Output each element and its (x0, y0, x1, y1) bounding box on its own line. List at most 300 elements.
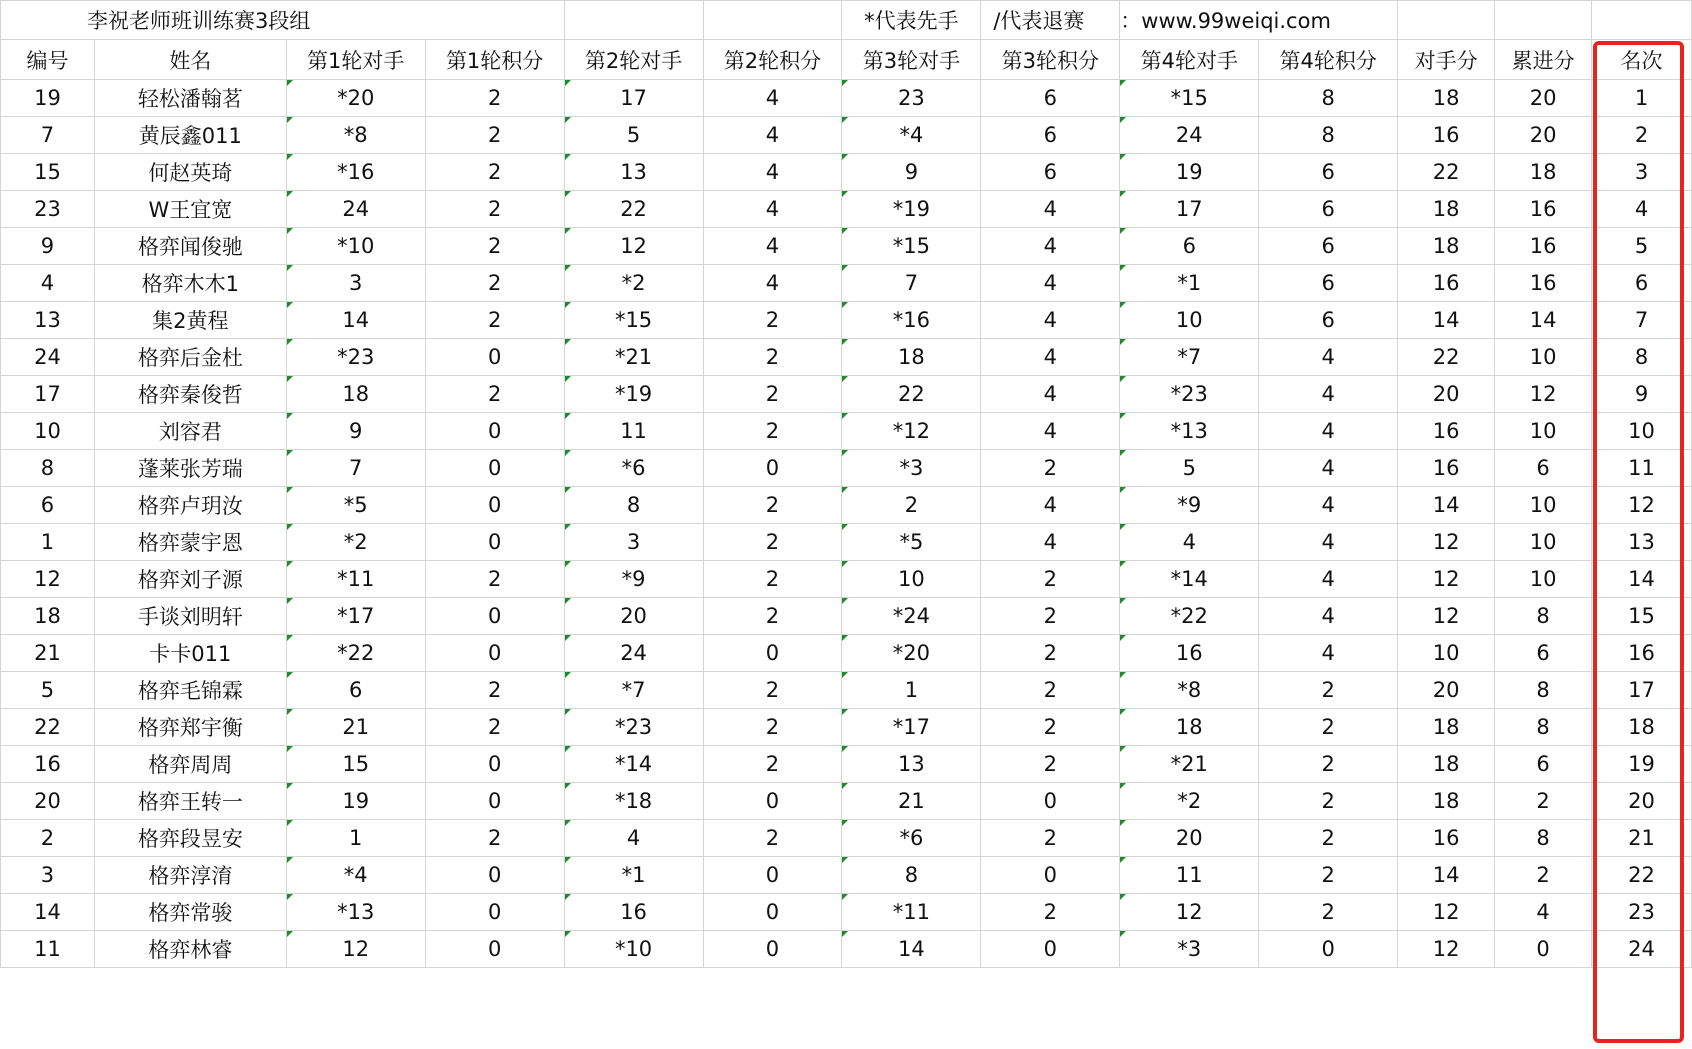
rank-cell[interactable] (1592, 894, 1692, 931)
r2-score-cell[interactable] (703, 80, 842, 117)
player-name-cell[interactable] (94, 857, 286, 894)
opponent-score-cell[interactable] (1398, 191, 1495, 228)
opponent-score-cell[interactable] (1398, 524, 1495, 561)
player-name-cell[interactable] (94, 154, 286, 191)
header-name[interactable]: 姓名 (94, 40, 286, 80)
rank-cell[interactable] (1592, 339, 1692, 376)
opponent-score-cell[interactable] (1398, 339, 1495, 376)
r4-opponent-cell[interactable] (1120, 228, 1259, 265)
header-r2-opponent[interactable]: 第2轮对手 (564, 40, 703, 80)
player-name-cell[interactable] (94, 191, 286, 228)
r3-opponent-cell[interactable] (842, 524, 981, 561)
player-name-cell[interactable] (94, 413, 286, 450)
cumulative-score-cell[interactable] (1495, 783, 1592, 820)
rank-cell[interactable] (1592, 820, 1692, 857)
player-name-cell[interactable] (94, 931, 286, 968)
r3-opponent-cell[interactable] (842, 80, 981, 117)
r1-opponent-cell[interactable] (286, 672, 425, 709)
cumulative-score-cell[interactable] (1495, 820, 1592, 857)
r1-score-cell[interactable] (425, 894, 564, 931)
r4-score-cell[interactable] (1259, 672, 1398, 709)
header-r3-opponent[interactable]: 第3轮对手 (842, 40, 981, 80)
opponent-score-cell[interactable] (1398, 487, 1495, 524)
player-name-cell[interactable] (94, 265, 286, 302)
cumulative-score-cell[interactable] (1495, 894, 1592, 931)
r1-score-cell[interactable] (425, 191, 564, 228)
header-r4-score[interactable]: 第4轮积分 (1259, 40, 1398, 80)
rank-cell[interactable] (1592, 376, 1692, 413)
r3-score-cell[interactable] (981, 894, 1120, 931)
cumulative-score-cell[interactable] (1495, 265, 1592, 302)
opponent-score-cell[interactable] (1398, 80, 1495, 117)
header-id[interactable]: 编号 (1, 40, 95, 80)
r1-score-cell[interactable] (425, 783, 564, 820)
opponent-score-cell[interactable] (1398, 894, 1495, 931)
r2-opponent-cell[interactable] (564, 487, 703, 524)
r4-opponent-cell[interactable] (1120, 265, 1259, 302)
r4-opponent-cell[interactable] (1120, 80, 1259, 117)
r4-score-cell[interactable] (1259, 376, 1398, 413)
r2-score-cell[interactable] (703, 265, 842, 302)
cumulative-score-cell[interactable] (1495, 598, 1592, 635)
r4-score-cell[interactable] (1259, 783, 1398, 820)
player-name-cell[interactable] (94, 80, 286, 117)
player-id-cell[interactable] (1, 191, 95, 228)
r2-score-cell[interactable] (703, 857, 842, 894)
rank-cell[interactable] (1592, 709, 1692, 746)
r4-score-cell[interactable] (1259, 228, 1398, 265)
website-note[interactable]: ：www.99weiqi.com (1120, 1, 1398, 40)
header-r3-score[interactable]: 第3轮积分 (981, 40, 1120, 80)
rank-cell[interactable] (1592, 80, 1692, 117)
header-rank[interactable]: 名次 (1592, 40, 1692, 80)
r2-opponent-cell[interactable] (564, 413, 703, 450)
rank-cell[interactable] (1592, 302, 1692, 339)
player-name-cell[interactable] (94, 524, 286, 561)
player-id-cell[interactable] (1, 783, 95, 820)
r1-opponent-cell[interactable] (286, 598, 425, 635)
opponent-score-cell[interactable] (1398, 413, 1495, 450)
rank-cell[interactable] (1592, 672, 1692, 709)
opponent-score-cell[interactable] (1398, 820, 1495, 857)
player-name-cell[interactable] (94, 598, 286, 635)
cumulative-score-cell[interactable] (1495, 931, 1592, 968)
r3-opponent-cell[interactable] (842, 191, 981, 228)
cumulative-score-cell[interactable] (1495, 80, 1592, 117)
r2-opponent-cell[interactable] (564, 191, 703, 228)
player-name-cell[interactable] (94, 561, 286, 598)
r3-opponent-cell[interactable] (842, 561, 981, 598)
r2-score-cell[interactable] (703, 450, 842, 487)
r1-opponent-cell[interactable] (286, 820, 425, 857)
r4-score-cell[interactable] (1259, 524, 1398, 561)
r2-opponent-cell[interactable] (564, 339, 703, 376)
rank-cell[interactable] (1592, 487, 1692, 524)
r1-opponent-cell[interactable] (286, 302, 425, 339)
cumulative-score-cell[interactable] (1495, 302, 1592, 339)
player-id-cell[interactable] (1, 80, 95, 117)
player-id-cell[interactable] (1, 376, 95, 413)
opponent-score-cell[interactable] (1398, 635, 1495, 672)
empty-cell[interactable] (1495, 1, 1592, 40)
r1-score-cell[interactable] (425, 487, 564, 524)
cumulative-score-cell[interactable] (1495, 376, 1592, 413)
player-id-cell[interactable] (1, 672, 95, 709)
r2-score-cell[interactable] (703, 709, 842, 746)
r1-opponent-cell[interactable] (286, 154, 425, 191)
r1-score-cell[interactable] (425, 154, 564, 191)
r2-opponent-cell[interactable] (564, 598, 703, 635)
cumulative-score-cell[interactable] (1495, 487, 1592, 524)
header-opponent-score[interactable]: 对手分 (1398, 40, 1495, 80)
player-id-cell[interactable] (1, 857, 95, 894)
r4-score-cell[interactable] (1259, 154, 1398, 191)
player-name-cell[interactable] (94, 339, 286, 376)
r3-opponent-cell[interactable] (842, 931, 981, 968)
header-cumulative[interactable]: 累进分 (1495, 40, 1592, 80)
r1-opponent-cell[interactable] (286, 746, 425, 783)
r2-score-cell[interactable] (703, 783, 842, 820)
r3-opponent-cell[interactable] (842, 894, 981, 931)
cumulative-score-cell[interactable] (1495, 635, 1592, 672)
opponent-score-cell[interactable] (1398, 228, 1495, 265)
r3-opponent-cell[interactable] (842, 820, 981, 857)
r3-score-cell[interactable] (981, 191, 1120, 228)
r2-opponent-cell[interactable] (564, 302, 703, 339)
r4-opponent-cell[interactable] (1120, 857, 1259, 894)
r3-score-cell[interactable] (981, 80, 1120, 117)
r3-score-cell[interactable] (981, 857, 1120, 894)
first-move-note[interactable]: *代表先手 (842, 1, 981, 40)
r4-score-cell[interactable] (1259, 894, 1398, 931)
r1-opponent-cell[interactable] (286, 228, 425, 265)
r4-score-cell[interactable] (1259, 487, 1398, 524)
r2-score-cell[interactable] (703, 191, 842, 228)
player-name-cell[interactable] (94, 894, 286, 931)
cumulative-score-cell[interactable] (1495, 524, 1592, 561)
r2-score-cell[interactable] (703, 820, 842, 857)
r1-score-cell[interactable] (425, 746, 564, 783)
r4-score-cell[interactable] (1259, 820, 1398, 857)
r2-opponent-cell[interactable] (564, 894, 703, 931)
rank-cell[interactable] (1592, 783, 1692, 820)
r4-opponent-cell[interactable] (1120, 598, 1259, 635)
r2-score-cell[interactable] (703, 931, 842, 968)
r2-opponent-cell[interactable] (564, 820, 703, 857)
r1-score-cell[interactable] (425, 709, 564, 746)
r4-opponent-cell[interactable] (1120, 450, 1259, 487)
r2-score-cell[interactable] (703, 635, 842, 672)
r1-opponent-cell[interactable] (286, 894, 425, 931)
r1-score-cell[interactable] (425, 635, 564, 672)
rank-cell[interactable] (1592, 228, 1692, 265)
player-id-cell[interactable] (1, 524, 95, 561)
player-id-cell[interactable] (1, 117, 95, 154)
rank-cell[interactable] (1592, 413, 1692, 450)
opponent-score-cell[interactable] (1398, 561, 1495, 598)
r3-score-cell[interactable] (981, 413, 1120, 450)
empty-cell[interactable] (1592, 1, 1692, 40)
r1-score-cell[interactable] (425, 450, 564, 487)
header-r1-opponent[interactable]: 第1轮对手 (286, 40, 425, 80)
r3-opponent-cell[interactable] (842, 376, 981, 413)
r2-score-cell[interactable] (703, 894, 842, 931)
player-name-cell[interactable] (94, 709, 286, 746)
r1-opponent-cell[interactable] (286, 191, 425, 228)
r2-score-cell[interactable] (703, 376, 842, 413)
r2-score-cell[interactable] (703, 117, 842, 154)
r2-opponent-cell[interactable] (564, 117, 703, 154)
player-id-cell[interactable] (1, 561, 95, 598)
player-id-cell[interactable] (1, 894, 95, 931)
player-id-cell[interactable] (1, 450, 95, 487)
r4-opponent-cell[interactable] (1120, 117, 1259, 154)
header-r4-opponent[interactable]: 第4轮对手 (1120, 40, 1259, 80)
player-name-cell[interactable] (94, 487, 286, 524)
r1-opponent-cell[interactable] (286, 80, 425, 117)
r3-score-cell[interactable] (981, 339, 1120, 376)
r1-score-cell[interactable] (425, 228, 564, 265)
r4-opponent-cell[interactable] (1120, 820, 1259, 857)
cumulative-score-cell[interactable] (1495, 191, 1592, 228)
rank-cell[interactable] (1592, 191, 1692, 228)
r4-opponent-cell[interactable] (1120, 376, 1259, 413)
r4-opponent-cell[interactable] (1120, 524, 1259, 561)
rank-cell[interactable] (1592, 524, 1692, 561)
r4-score-cell[interactable] (1259, 117, 1398, 154)
r4-score-cell[interactable] (1259, 561, 1398, 598)
r2-score-cell[interactable] (703, 561, 842, 598)
rank-cell[interactable] (1592, 931, 1692, 968)
cumulative-score-cell[interactable] (1495, 746, 1592, 783)
r3-score-cell[interactable] (981, 709, 1120, 746)
r1-score-cell[interactable] (425, 80, 564, 117)
player-id-cell[interactable] (1, 746, 95, 783)
r2-opponent-cell[interactable] (564, 376, 703, 413)
r2-opponent-cell[interactable] (564, 154, 703, 191)
r3-score-cell[interactable] (981, 746, 1120, 783)
r3-score-cell[interactable] (981, 265, 1120, 302)
r4-opponent-cell[interactable] (1120, 709, 1259, 746)
r4-score-cell[interactable] (1259, 339, 1398, 376)
r2-opponent-cell[interactable] (564, 80, 703, 117)
r3-opponent-cell[interactable] (842, 339, 981, 376)
rank-cell[interactable] (1592, 265, 1692, 302)
r3-opponent-cell[interactable] (842, 487, 981, 524)
cumulative-score-cell[interactable] (1495, 117, 1592, 154)
r3-score-cell[interactable] (981, 450, 1120, 487)
r1-score-cell[interactable] (425, 598, 564, 635)
opponent-score-cell[interactable] (1398, 376, 1495, 413)
player-id-cell[interactable] (1, 228, 95, 265)
r3-score-cell[interactable] (981, 154, 1120, 191)
player-name-cell[interactable] (94, 783, 286, 820)
rank-cell[interactable] (1592, 857, 1692, 894)
r1-opponent-cell[interactable] (286, 117, 425, 154)
opponent-score-cell[interactable] (1398, 265, 1495, 302)
player-name-cell[interactable] (94, 746, 286, 783)
r4-opponent-cell[interactable] (1120, 413, 1259, 450)
r1-score-cell[interactable] (425, 524, 564, 561)
r3-opponent-cell[interactable] (842, 635, 981, 672)
r3-score-cell[interactable] (981, 820, 1120, 857)
player-name-cell[interactable] (94, 376, 286, 413)
player-id-cell[interactable] (1, 265, 95, 302)
r4-opponent-cell[interactable] (1120, 672, 1259, 709)
r3-score-cell[interactable] (981, 228, 1120, 265)
r3-score-cell[interactable] (981, 376, 1120, 413)
r3-opponent-cell[interactable] (842, 154, 981, 191)
player-id-cell[interactable] (1, 820, 95, 857)
r1-score-cell[interactable] (425, 302, 564, 339)
rank-cell[interactable] (1592, 154, 1692, 191)
opponent-score-cell[interactable] (1398, 154, 1495, 191)
r4-score-cell[interactable] (1259, 413, 1398, 450)
player-name-cell[interactable] (94, 635, 286, 672)
cumulative-score-cell[interactable] (1495, 339, 1592, 376)
opponent-score-cell[interactable] (1398, 598, 1495, 635)
rank-cell[interactable] (1592, 561, 1692, 598)
r4-score-cell[interactable] (1259, 635, 1398, 672)
cumulative-score-cell[interactable] (1495, 857, 1592, 894)
player-id-cell[interactable] (1, 154, 95, 191)
r2-score-cell[interactable] (703, 302, 842, 339)
r3-score-cell[interactable] (981, 783, 1120, 820)
opponent-score-cell[interactable] (1398, 931, 1495, 968)
r4-opponent-cell[interactable] (1120, 487, 1259, 524)
player-id-cell[interactable] (1, 598, 95, 635)
r2-score-cell[interactable] (703, 524, 842, 561)
r3-score-cell[interactable] (981, 487, 1120, 524)
r3-opponent-cell[interactable] (842, 413, 981, 450)
cumulative-score-cell[interactable] (1495, 561, 1592, 598)
r1-score-cell[interactable] (425, 820, 564, 857)
player-name-cell[interactable] (94, 228, 286, 265)
rank-cell[interactable] (1592, 598, 1692, 635)
table-title[interactable]: 李祝老师班训练赛3段组 (1, 1, 565, 40)
r1-opponent-cell[interactable] (286, 450, 425, 487)
r1-opponent-cell[interactable] (286, 709, 425, 746)
r1-score-cell[interactable] (425, 376, 564, 413)
opponent-score-cell[interactable] (1398, 117, 1495, 154)
r4-score-cell[interactable] (1259, 709, 1398, 746)
player-id-cell[interactable] (1, 302, 95, 339)
r4-opponent-cell[interactable] (1120, 931, 1259, 968)
r1-opponent-cell[interactable] (286, 339, 425, 376)
r4-score-cell[interactable] (1259, 302, 1398, 339)
withdraw-note[interactable]: /代表退赛 (981, 1, 1120, 40)
r3-score-cell[interactable] (981, 561, 1120, 598)
opponent-score-cell[interactable] (1398, 857, 1495, 894)
player-id-cell[interactable] (1, 339, 95, 376)
r1-opponent-cell[interactable] (286, 561, 425, 598)
empty-cell[interactable] (1398, 1, 1495, 40)
empty-cell[interactable] (703, 1, 842, 40)
r2-opponent-cell[interactable] (564, 635, 703, 672)
r1-score-cell[interactable] (425, 672, 564, 709)
r3-score-cell[interactable] (981, 302, 1120, 339)
r2-opponent-cell[interactable] (564, 783, 703, 820)
player-name-cell[interactable] (94, 302, 286, 339)
opponent-score-cell[interactable] (1398, 450, 1495, 487)
opponent-score-cell[interactable] (1398, 783, 1495, 820)
r4-opponent-cell[interactable] (1120, 561, 1259, 598)
r3-opponent-cell[interactable] (842, 598, 981, 635)
player-id-cell[interactable] (1, 931, 95, 968)
r3-score-cell[interactable] (981, 931, 1120, 968)
player-name-cell[interactable] (94, 450, 286, 487)
player-name-cell[interactable] (94, 672, 286, 709)
r4-opponent-cell[interactable] (1120, 783, 1259, 820)
r2-score-cell[interactable] (703, 672, 842, 709)
r4-opponent-cell[interactable] (1120, 894, 1259, 931)
r3-opponent-cell[interactable] (842, 857, 981, 894)
r3-opponent-cell[interactable] (842, 783, 981, 820)
r2-score-cell[interactable] (703, 413, 842, 450)
r3-opponent-cell[interactable] (842, 265, 981, 302)
opponent-score-cell[interactable] (1398, 672, 1495, 709)
r2-score-cell[interactable] (703, 228, 842, 265)
r3-score-cell[interactable] (981, 635, 1120, 672)
player-id-cell[interactable] (1, 709, 95, 746)
r2-score-cell[interactable] (703, 339, 842, 376)
r1-score-cell[interactable] (425, 265, 564, 302)
r3-opponent-cell[interactable] (842, 709, 981, 746)
empty-cell[interactable] (564, 1, 703, 40)
player-name-cell[interactable] (94, 117, 286, 154)
r4-opponent-cell[interactable] (1120, 154, 1259, 191)
player-id-cell[interactable] (1, 635, 95, 672)
player-id-cell[interactable] (1, 413, 95, 450)
rank-cell[interactable] (1592, 450, 1692, 487)
r4-score-cell[interactable] (1259, 931, 1398, 968)
r1-opponent-cell[interactable] (286, 635, 425, 672)
r4-opponent-cell[interactable] (1120, 635, 1259, 672)
r3-score-cell[interactable] (981, 524, 1120, 561)
r1-opponent-cell[interactable] (286, 783, 425, 820)
player-name-cell[interactable] (94, 820, 286, 857)
r2-opponent-cell[interactable] (564, 524, 703, 561)
r1-score-cell[interactable] (425, 857, 564, 894)
r2-score-cell[interactable] (703, 746, 842, 783)
r1-score-cell[interactable] (425, 339, 564, 376)
cumulative-score-cell[interactable] (1495, 154, 1592, 191)
r1-score-cell[interactable] (425, 413, 564, 450)
r2-opponent-cell[interactable] (564, 561, 703, 598)
r4-opponent-cell[interactable] (1120, 746, 1259, 783)
r3-opponent-cell[interactable] (842, 117, 981, 154)
header-r1-score[interactable]: 第1轮积分 (425, 40, 564, 80)
r3-opponent-cell[interactable] (842, 672, 981, 709)
r2-opponent-cell[interactable] (564, 857, 703, 894)
r4-score-cell[interactable] (1259, 80, 1398, 117)
rank-cell[interactable] (1592, 635, 1692, 672)
player-id-cell[interactable] (1, 487, 95, 524)
opponent-score-cell[interactable] (1398, 302, 1495, 339)
r2-opponent-cell[interactable] (564, 709, 703, 746)
r1-opponent-cell[interactable] (286, 931, 425, 968)
r4-score-cell[interactable] (1259, 746, 1398, 783)
r2-score-cell[interactable] (703, 487, 842, 524)
r1-score-cell[interactable] (425, 117, 564, 154)
opponent-score-cell[interactable] (1398, 746, 1495, 783)
r1-score-cell[interactable] (425, 931, 564, 968)
header-r2-score[interactable]: 第2轮积分 (703, 40, 842, 80)
r3-score-cell[interactable] (981, 672, 1120, 709)
r2-opponent-cell[interactable] (564, 450, 703, 487)
rank-cell[interactable] (1592, 117, 1692, 154)
r3-score-cell[interactable] (981, 598, 1120, 635)
